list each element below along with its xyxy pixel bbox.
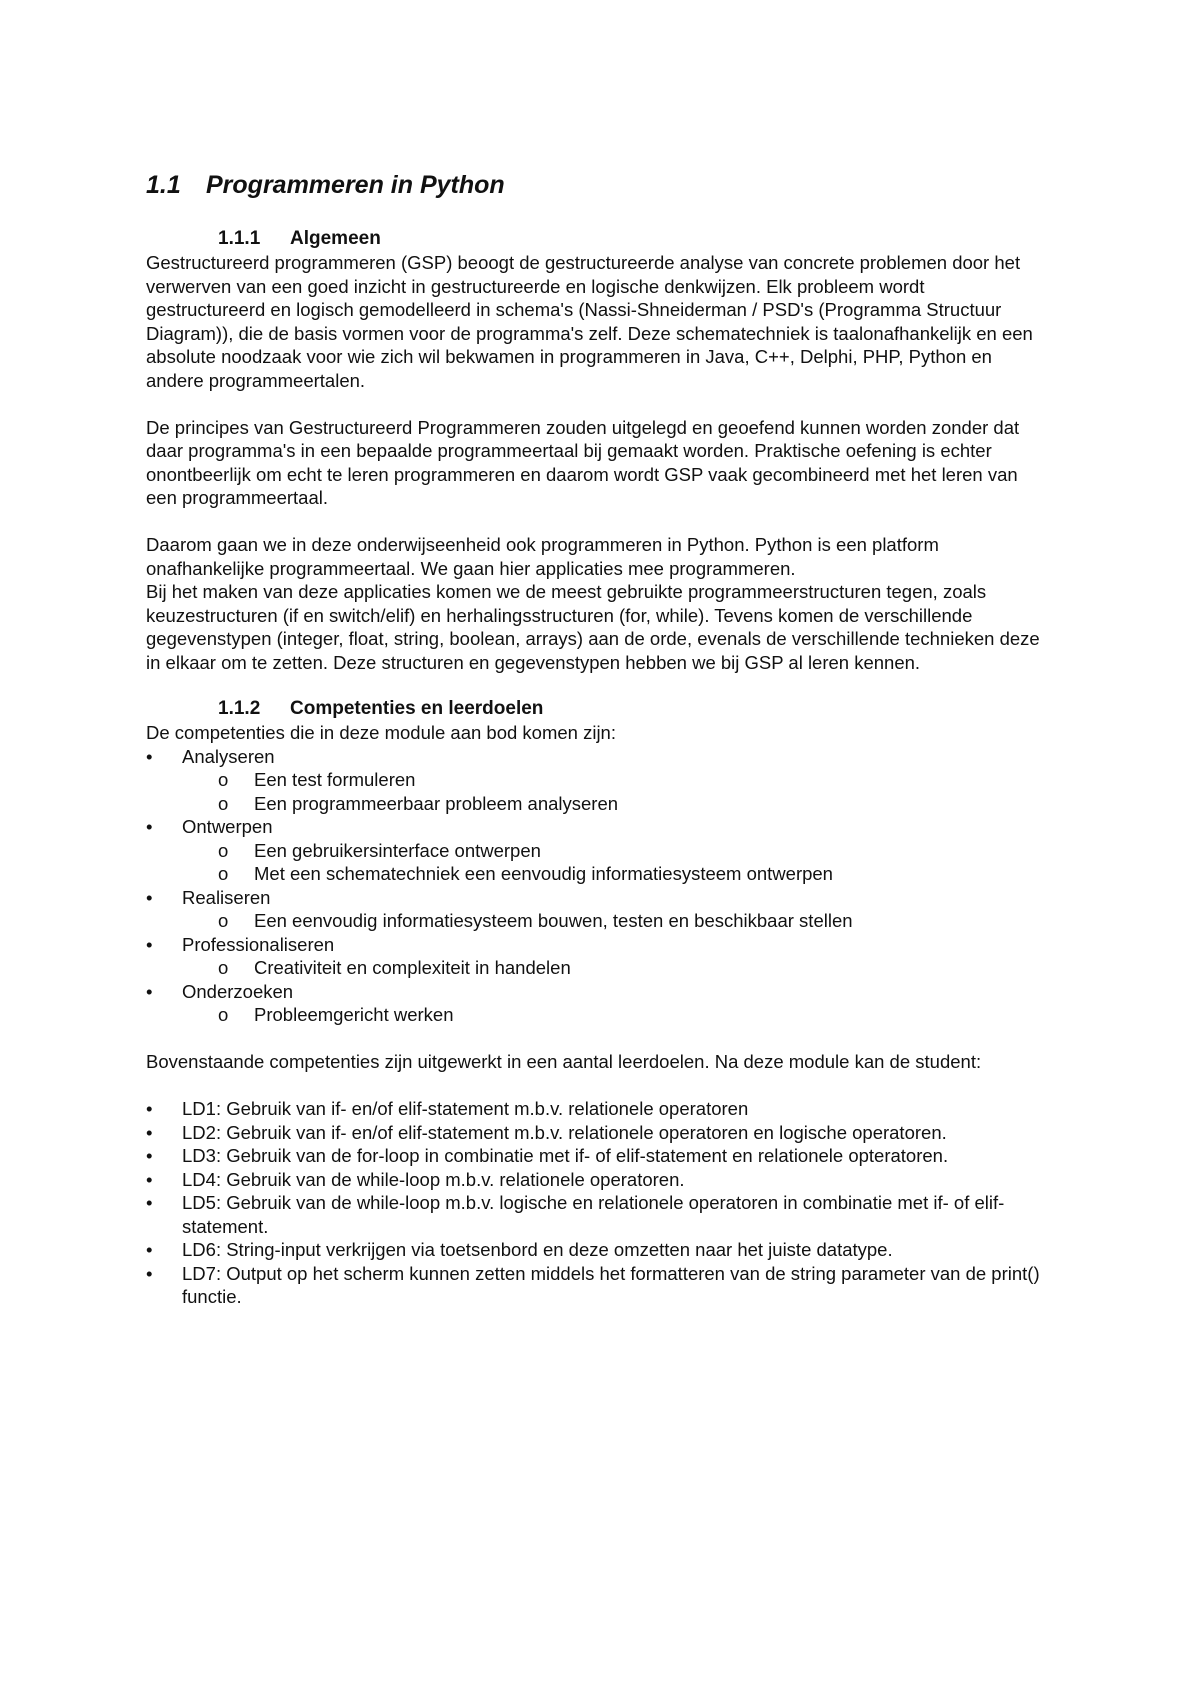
- learning-goal-item: • LD7: Output op het scherm kunnen zetten middels het formatteren van de string parameter van de print() functie.: [146, 1262, 1046, 1309]
- competency-item: • Analyseren: [146, 745, 1046, 769]
- learning-goal-item: • LD5: Gebruik van de while-loop m.b.v. logische en relationele operatoren in combinatie met if- of elif-statement.: [146, 1191, 1046, 1238]
- subsection-heading-general: [218, 227, 1046, 251]
- learning-goal-item: • LD6: String-input verkrijgen via toetsenbord en deze omzetten naar het juiste datatype.: [146, 1238, 1046, 1262]
- subsection-number: 1.1.1: [218, 228, 261, 249]
- competency-subitem: o Probleemgericht werken: [146, 1003, 1046, 1027]
- competency-item: • Professionaliseren: [146, 933, 1046, 957]
- learning-goal-item: • LD2: Gebruik van if- en/of elif-statement m.b.v. relationele operatoren en logische operatoren.: [146, 1121, 1046, 1145]
- competency-subitem: o Met een schematechniek een eenvoudig informatiesysteem ontwerpen: [146, 862, 1046, 886]
- section-number: 1.1: [146, 171, 181, 199]
- section-title: Programmeren in Python: [206, 171, 505, 199]
- competency-item: • Onderzoeken: [146, 980, 1046, 1004]
- section-heading: [146, 170, 1046, 200]
- paragraph-structures: Bij het maken van deze applicaties komen we de meest gebruikte programmeerstructuren tegen, zoals keuzestructuren (if en switch/elif) en herhalingsstructuren (for, while). Tevens komen de verschillende gegevenstypen (integer, float, string, boolean, arrays) aan de orde, evenals de verschillende technieken deze in elkaar om te zetten. Deze structuren en gegevenstypen hebben we bij GSP al leren kennen.: [146, 581, 1040, 673]
- competency-list: [146, 745, 1046, 1027]
- paragraph-python: Daarom gaan we in deze onderwijseenheid ook programmeren in Python. Python is een platform onafhankelijke programmeertaal. We gaan hier applicaties mee programmeren.: [146, 534, 939, 579]
- competency-item: • Ontwerpen: [146, 815, 1046, 839]
- competency-subitem: o Een gebruikersinterface ontwerpen: [146, 839, 1046, 863]
- document-content: [146, 170, 1046, 1309]
- competency-subitem: o Creativiteit en complexiteit in handelen: [146, 956, 1046, 980]
- subsection-title: Competenties en leerdoelen: [290, 698, 544, 719]
- competency-subitem: o Een eenvoudig informatiesysteem bouwen, testen en beschikbaar stellen: [146, 909, 1046, 933]
- competencies-intro: De competenties die in deze module aan bod komen zijn:: [146, 722, 616, 743]
- competency-item: • Realiseren: [146, 886, 1046, 910]
- paragraph-principles: De principes van Gestructureerd Programmeren zouden uitgelegd en geoefend kunnen worden zonder dat daar programma's in een bepaalde programmeertaal bij gemaakt worden. Praktische oefening is echter onontbeerlijk om echt te leren programmeren en daarom wordt GSP vaak gecombineerd met het leren van een programmeertaal.: [146, 416, 1020, 508]
- subsection-number: 1.1.2: [218, 698, 261, 719]
- learning-goal-item: • LD1: Gebruik van if- en/of elif-statement m.b.v. relationele operatoren: [146, 1097, 1046, 1121]
- subsection-heading-competencies: [218, 697, 1046, 721]
- competency-subitem: o Een programmeerbaar probleem analyseren: [146, 792, 1046, 816]
- subsection-title: Algemeen: [290, 228, 381, 249]
- learning-goal-item: • LD3: Gebruik van de for-loop in combinatie met if- of elif-statement en relationele opteratoren.: [146, 1144, 1046, 1168]
- learning-goal-item: • LD4: Gebruik van de while-loop m.b.v. relationele operatoren.: [146, 1168, 1046, 1192]
- competencies-outro: Bovenstaande competenties zijn uitgewerkt in een aantal leerdoelen. Na deze module kan de student:: [146, 1051, 982, 1072]
- learning-goals-list: [146, 1097, 1046, 1309]
- paragraph-gsp: Gestructureerd programmeren (GSP) beoogt de gestructureerde analyse van concrete problemen door het verwerven van een goed inzicht in gestructureerde en logische denkwijzen. Elk probleem wordt gestructureerd en logisch gemodelleerd in schema's (Nassi-Shneiderman / PSD's (Programma Structuur Diagram)), die de basis vormen voor de programma's zelf. Deze schematechniek is taalonafhankelijk en een absolute noodzaak voor wie zich wil bekwamen in programmeren in Java, C++, Delphi, PHP, Python en andere programmeertalen.: [146, 252, 1033, 391]
- competency-subitem: o Een test formuleren: [146, 768, 1046, 792]
